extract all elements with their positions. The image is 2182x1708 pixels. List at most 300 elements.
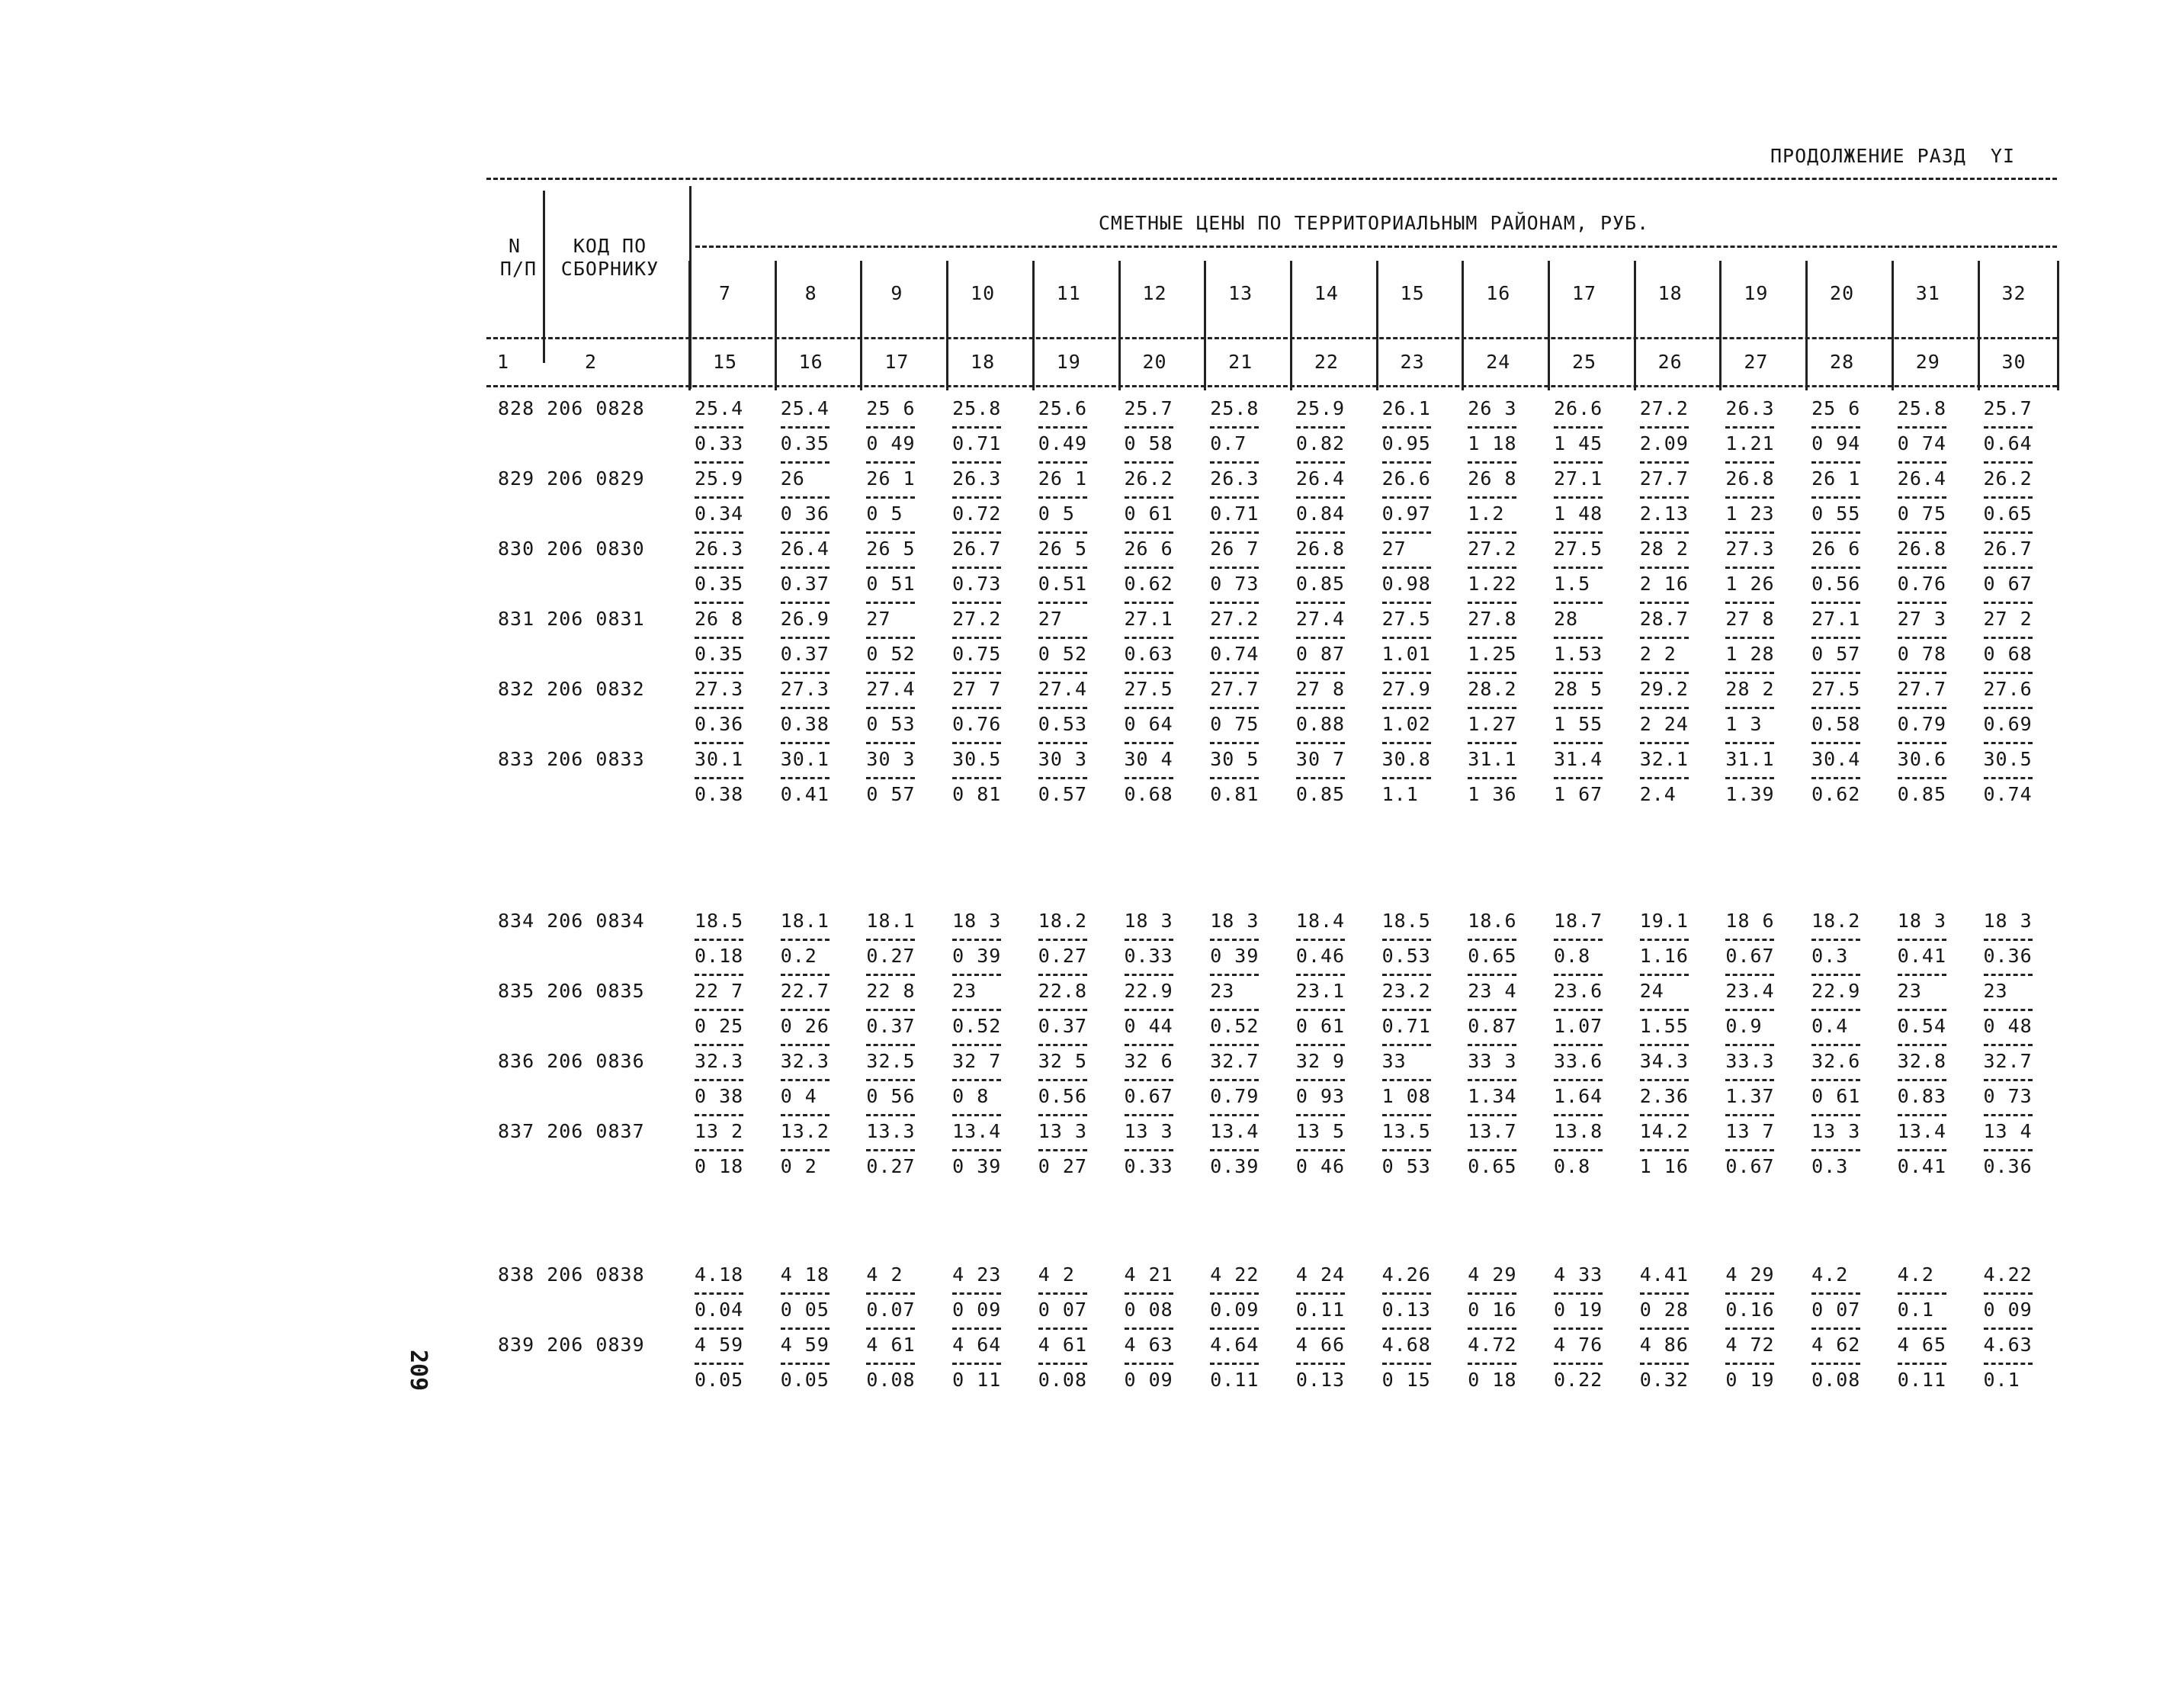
price-cell: 0 19: [1554, 1299, 1603, 1321]
price-cell: 23.6: [1554, 980, 1603, 1002]
price-cell: 31.4: [1554, 748, 1603, 770]
item-code: 830 206 0830: [498, 538, 645, 560]
price-cell: 0.27: [866, 945, 916, 967]
region-col-divider: [1548, 261, 1550, 390]
price-cell: 1 16: [1639, 1155, 1689, 1177]
value-separator: [1725, 1009, 1774, 1011]
item-code: 836 206 0836: [498, 1050, 645, 1072]
price-cell: 4.72: [1468, 1334, 1517, 1356]
value-separator: [1210, 496, 1259, 499]
price-cell: 26.2: [1124, 467, 1173, 490]
value-separator: [781, 567, 829, 569]
price-cell: 22.9: [1124, 980, 1173, 1002]
price-cell: 4 24: [1295, 1263, 1346, 1286]
price-cell: 0 18: [695, 1155, 744, 1177]
region-number: 7: [718, 282, 732, 304]
value-separator: [1210, 974, 1259, 976]
value-separator: [1554, 1079, 1603, 1081]
value-separator: [1038, 742, 1087, 744]
value-separator: [1125, 1149, 1173, 1151]
price-cell: 0.33: [1124, 945, 1173, 967]
value-separator: [1382, 637, 1431, 639]
value-separator: [1898, 531, 1946, 534]
price-cell: 0 26: [780, 1015, 829, 1037]
price-cell: 0.67: [1725, 1155, 1775, 1177]
price-cell: 1.27: [1468, 713, 1517, 735]
price-cell: 13.3: [866, 1120, 916, 1142]
price-cell: 0.71: [1210, 502, 1259, 525]
price-cell: 0 38: [695, 1085, 744, 1107]
value-separator: [1038, 567, 1087, 569]
value-separator: [1468, 531, 1516, 534]
price-cell: 0 56: [866, 1085, 916, 1107]
region-col-divider: [1462, 261, 1464, 390]
price-cell: 0 52: [1038, 643, 1088, 665]
price-cell: 0 75: [1897, 502, 1947, 525]
price-cell: 0.33: [695, 432, 744, 454]
value-separator: [1468, 496, 1516, 499]
value-separator: [1984, 1363, 2033, 1365]
value-separator: [1725, 672, 1774, 674]
value-separator: [1725, 777, 1774, 779]
value-separator: [1210, 672, 1259, 674]
value-separator: [952, 426, 1001, 429]
price-cell: 0.65: [1468, 1155, 1517, 1177]
value-separator: [1640, 461, 1689, 464]
price-cell: 4 66: [1295, 1334, 1346, 1356]
price-cell: 0.37: [1038, 1015, 1088, 1037]
value-separator: [952, 1292, 1001, 1295]
price-cell: 18.4: [1295, 910, 1346, 932]
header-n: N: [508, 235, 521, 257]
index-number: 28: [1830, 351, 1855, 373]
value-separator: [781, 426, 829, 429]
price-cell: 25.9: [1295, 397, 1346, 419]
value-separator: [695, 777, 743, 779]
value-separator: [1554, 974, 1603, 976]
price-cell: 0 36: [780, 502, 829, 525]
price-cell: 0 93: [1295, 1085, 1346, 1107]
value-separator: [781, 637, 829, 639]
value-separator: [1382, 672, 1431, 674]
price-cell: 0.1: [1983, 1369, 2020, 1391]
value-separator: [781, 777, 829, 779]
price-cell: 0 73: [1983, 1085, 2033, 1107]
price-cell: 23.1: [1295, 980, 1346, 1002]
value-separator: [1125, 426, 1173, 429]
region-number: 19: [1744, 282, 1769, 304]
value-separator: [952, 496, 1001, 499]
price-cell: 26.6: [1554, 397, 1603, 419]
price-cell: 0.73: [952, 573, 1002, 595]
price-cell: 0.13: [1381, 1299, 1431, 1321]
price-cell: 18 3: [1210, 910, 1259, 932]
value-separator: [1296, 426, 1345, 429]
price-cell: 1.53: [1554, 643, 1603, 665]
region-col-divider: [946, 261, 948, 390]
price-cell: 18.2: [1811, 910, 1861, 932]
value-separator: [1210, 602, 1259, 604]
value-separator: [1468, 939, 1516, 941]
price-cell: 4 29: [1468, 1263, 1517, 1286]
price-cell: 0.83: [1897, 1085, 1947, 1107]
price-cell: 26 8: [695, 608, 744, 630]
price-cell: 14.2: [1639, 1120, 1689, 1142]
price-cell: 0.72: [952, 502, 1002, 525]
price-cell: 0.18: [695, 945, 744, 967]
price-cell: 32 9: [1295, 1050, 1346, 1072]
price-cell: 2 16: [1639, 573, 1689, 595]
value-separator: [1725, 1114, 1774, 1116]
region-number: 16: [1486, 282, 1511, 304]
price-cell: 1.37: [1725, 1085, 1775, 1107]
price-cell: 26 8: [1468, 467, 1517, 490]
price-cell: 0.49: [1038, 432, 1088, 454]
price-cell: 0.56: [1038, 1085, 1088, 1107]
price-cell: 27.9: [1381, 678, 1431, 700]
price-cell: 0.08: [1811, 1369, 1861, 1391]
item-code: 829 206 0829: [498, 467, 645, 490]
region-col-divider: [1978, 261, 1980, 390]
value-separator: [952, 602, 1001, 604]
price-cell: 18.6: [1468, 910, 1517, 932]
top-rule: [486, 178, 2057, 180]
value-separator: [1811, 496, 1860, 499]
continuation-heading: ПРОДОЛЖЕНИЕ РАЗД YI: [1770, 145, 2016, 167]
price-cell: 28 2: [1725, 678, 1775, 700]
price-cell: 4.64: [1210, 1334, 1259, 1356]
price-cell: 32.3: [695, 1050, 744, 1072]
price-cell: 2.13: [1639, 502, 1689, 525]
price-cell: 26.8: [1897, 538, 1947, 560]
value-separator: [695, 496, 743, 499]
price-cell: 1 28: [1725, 643, 1775, 665]
value-separator: [1554, 426, 1603, 429]
value-separator: [1811, 707, 1860, 709]
price-cell: 0 4: [780, 1085, 817, 1107]
value-separator: [1210, 461, 1259, 464]
price-cell: 18.1: [866, 910, 916, 932]
value-separator: [1725, 567, 1774, 569]
price-cell: 0.82: [1295, 432, 1346, 454]
price-cell: 27.4: [1038, 678, 1088, 700]
price-cell: 13.5: [1381, 1120, 1431, 1142]
value-separator: [781, 1149, 829, 1151]
value-separator: [1038, 637, 1087, 639]
value-separator: [1898, 567, 1946, 569]
region-col-divider: [1634, 261, 1636, 390]
price-cell: 0 64: [1124, 713, 1173, 735]
price-cell: 28 5: [1554, 678, 1603, 700]
price-cell: 4 2: [1038, 1263, 1075, 1286]
price-cell: 0.62: [1811, 783, 1861, 805]
value-separator: [1382, 1328, 1431, 1330]
price-cell: 26.4: [780, 538, 829, 560]
price-cell: 0.35: [695, 573, 744, 595]
price-cell: 0 07: [1811, 1299, 1861, 1321]
value-separator: [1640, 1079, 1689, 1081]
price-cell: 30.1: [780, 748, 829, 770]
value-separator: [1296, 567, 1345, 569]
price-cell: 4 65: [1897, 1334, 1947, 1356]
price-cell: 13 3: [1811, 1120, 1861, 1142]
index-number: 15: [712, 351, 738, 373]
value-separator: [1125, 672, 1173, 674]
value-separator: [1898, 1079, 1946, 1081]
value-separator: [1382, 531, 1431, 534]
price-cell: 0 67: [1983, 573, 2033, 595]
value-separator: [1725, 1292, 1774, 1295]
price-cell: 0.75: [952, 643, 1002, 665]
value-separator: [1984, 777, 2033, 779]
value-separator: [1382, 1363, 1431, 1365]
value-separator: [1811, 1328, 1860, 1330]
price-cell: 0.71: [1381, 1015, 1431, 1037]
price-cell: 0.37: [780, 643, 829, 665]
price-cell: 0 48: [1983, 1015, 2033, 1037]
price-cell: 26 7: [1210, 538, 1259, 560]
price-cell: 1.22: [1468, 573, 1517, 595]
price-cell: 4 59: [695, 1334, 744, 1356]
value-separator: [1125, 602, 1173, 604]
price-cell: 25.8: [1897, 397, 1947, 419]
value-separator: [695, 1114, 743, 1116]
region-col-divider: [1805, 261, 1808, 390]
price-cell: 0.07: [866, 1299, 916, 1321]
price-cell: 30.1: [695, 748, 744, 770]
value-separator: [1038, 777, 1087, 779]
value-separator: [1811, 1009, 1860, 1011]
price-cell: 13.8: [1554, 1120, 1603, 1142]
value-separator: [952, 939, 1001, 941]
value-separator: [1468, 1363, 1516, 1365]
price-cell: 4.18: [695, 1263, 744, 1286]
value-separator: [1725, 1363, 1774, 1365]
price-cell: 27: [1381, 538, 1407, 560]
price-cell: 27.3: [695, 678, 744, 700]
value-separator: [866, 1292, 915, 1295]
value-separator: [1554, 461, 1603, 464]
region-number: 9: [890, 282, 903, 304]
price-cell: 0.62: [1124, 573, 1173, 595]
value-separator: [1811, 1363, 1860, 1365]
price-cell: 0 39: [952, 1155, 1002, 1177]
price-cell: 0.05: [695, 1369, 744, 1391]
value-separator: [1210, 1292, 1259, 1295]
value-separator: [1038, 1328, 1087, 1330]
value-separator: [781, 1292, 829, 1295]
price-cell: 0.2: [780, 945, 817, 967]
value-separator: [1296, 1149, 1345, 1151]
price-cell: 0 75: [1210, 713, 1259, 735]
value-separator: [866, 1044, 915, 1046]
price-cell: 0 2: [780, 1155, 817, 1177]
index-number: 25: [1571, 351, 1597, 373]
value-separator: [866, 1149, 915, 1151]
region-number: 10: [971, 282, 996, 304]
price-cell: 0.88: [1295, 713, 1346, 735]
price-cell: 27.4: [866, 678, 916, 700]
value-separator: [1296, 1292, 1345, 1295]
value-separator: [1382, 974, 1431, 976]
price-cell: 1.01: [1381, 643, 1431, 665]
price-cell: 34.3: [1639, 1050, 1689, 1072]
price-cell: 30.5: [952, 748, 1002, 770]
price-cell: 0.8: [1554, 1155, 1591, 1177]
value-separator: [1898, 939, 1946, 941]
price-cell: 0.85: [1295, 783, 1346, 805]
value-separator: [1382, 461, 1431, 464]
price-cell: 0.79: [1210, 1085, 1259, 1107]
price-cell: 26.8: [1725, 467, 1775, 490]
value-separator: [1038, 1079, 1087, 1081]
price-cell: 0.38: [780, 713, 829, 735]
index-number: 21: [1228, 351, 1253, 373]
price-cell: 4.63: [1983, 1334, 2033, 1356]
price-cell: 0 57: [866, 783, 916, 805]
price-cell: 0 09: [1124, 1369, 1173, 1391]
value-separator: [1640, 567, 1689, 569]
price-cell: 18 3: [1124, 910, 1173, 932]
price-cell: 1.2: [1468, 502, 1505, 525]
price-cell: 0.41: [1897, 1155, 1947, 1177]
value-separator: [1038, 496, 1087, 499]
value-separator: [1640, 1149, 1689, 1151]
index-number: 24: [1486, 351, 1511, 373]
price-cell: 25.4: [780, 397, 829, 419]
price-cell: 4 61: [1038, 1334, 1088, 1356]
value-separator: [1898, 672, 1946, 674]
price-cell: 26 3: [1468, 397, 1517, 419]
price-cell: 18.7: [1554, 910, 1603, 932]
price-cell: 33.3: [1725, 1050, 1775, 1072]
value-separator: [1468, 1079, 1516, 1081]
price-cell: 1 26: [1725, 573, 1775, 595]
index-number: 18: [971, 351, 996, 373]
value-separator: [695, 707, 743, 709]
price-cell: 0.74: [1210, 643, 1259, 665]
price-cell: 1 36: [1468, 783, 1517, 805]
value-separator: [866, 496, 915, 499]
value-separator: [866, 1079, 915, 1081]
value-separator: [1898, 1328, 1946, 1330]
price-cell: 24: [1639, 980, 1664, 1002]
index-n: 1: [496, 351, 510, 373]
region-col-divider: [1204, 261, 1206, 390]
region-col-divider: [1290, 261, 1292, 390]
value-separator: [866, 1328, 915, 1330]
price-cell: 0 52: [866, 643, 916, 665]
value-separator: [1468, 672, 1516, 674]
value-separator: [695, 1328, 743, 1330]
price-cell: 32.3: [780, 1050, 829, 1072]
value-separator: [781, 707, 829, 709]
value-separator: [1725, 1149, 1774, 1151]
price-cell: 27.8: [1468, 608, 1517, 630]
price-cell: 0.63: [1124, 643, 1173, 665]
price-cell: 22.9: [1811, 980, 1861, 1002]
value-separator: [1038, 1009, 1087, 1011]
price-cell: 13 3: [1124, 1120, 1173, 1142]
value-separator: [1640, 777, 1689, 779]
value-separator: [866, 777, 915, 779]
price-cell: 1 67: [1554, 783, 1603, 805]
value-separator: [1554, 1114, 1603, 1116]
value-separator: [695, 672, 743, 674]
value-separator: [1811, 1114, 1860, 1116]
price-cell: 27.3: [1725, 538, 1775, 560]
value-separator: [1125, 1114, 1173, 1116]
value-separator: [1468, 461, 1516, 464]
price-cell: 0 53: [866, 713, 916, 735]
value-separator: [1811, 939, 1860, 941]
price-cell: 0 94: [1811, 432, 1861, 454]
price-cell: 1.21: [1725, 432, 1775, 454]
value-separator: [1296, 1009, 1345, 1011]
price-cell: 0.39: [1210, 1155, 1259, 1177]
value-separator: [1296, 974, 1345, 976]
price-cell: 0.8: [1554, 945, 1591, 967]
value-separator: [1811, 742, 1860, 744]
price-cell: 27.5: [1811, 678, 1861, 700]
value-separator: [1125, 1009, 1173, 1011]
price-cell: 0.65: [1468, 945, 1517, 967]
value-separator: [1296, 742, 1345, 744]
value-separator: [1038, 974, 1087, 976]
price-cell: 0.98: [1381, 573, 1431, 595]
price-cell: 0.36: [695, 713, 744, 735]
price-cell: 25 6: [866, 397, 916, 419]
value-separator: [1125, 531, 1173, 534]
price-cell: 26.2: [1983, 467, 2033, 490]
price-cell: 1.16: [1639, 945, 1689, 967]
value-separator: [952, 1114, 1001, 1116]
value-separator: [1984, 602, 2033, 604]
price-cell: 27 3: [1897, 608, 1947, 630]
value-separator: [1640, 939, 1689, 941]
value-separator: [1984, 939, 2033, 941]
price-cell: 26.4: [1295, 467, 1346, 490]
price-cell: 2.36: [1639, 1085, 1689, 1107]
value-separator: [1125, 1363, 1173, 1365]
price-cell: 26 5: [1038, 538, 1088, 560]
price-cell: 0.37: [780, 573, 829, 595]
price-cell: 32.7: [1210, 1050, 1259, 1072]
value-separator: [1984, 637, 2033, 639]
value-separator: [781, 1363, 829, 1365]
price-cell: 0 08: [1124, 1299, 1173, 1321]
item-code: 828 206 0828: [498, 397, 645, 419]
price-cell: 18 6: [1725, 910, 1775, 932]
price-cell: 0.11: [1210, 1369, 1259, 1391]
value-separator: [1725, 974, 1774, 976]
value-separator: [1640, 974, 1689, 976]
price-cell: 0 51: [866, 573, 916, 595]
price-cell: 13.4: [1897, 1120, 1947, 1142]
item-code: 833 206 0833: [498, 748, 645, 770]
price-cell: 26 6: [1811, 538, 1861, 560]
price-cell: 0.3: [1811, 1155, 1849, 1177]
price-cell: 26.3: [1725, 397, 1775, 419]
price-cell: 1.34: [1468, 1085, 1517, 1107]
price-cell: 0.41: [1897, 945, 1947, 967]
index-number: 22: [1314, 351, 1339, 373]
price-cell: 26.3: [952, 467, 1002, 490]
price-cell: 30.6: [1897, 748, 1947, 770]
value-separator: [1984, 567, 2033, 569]
price-cell: 33 3: [1468, 1050, 1517, 1072]
value-separator: [1296, 1114, 1345, 1116]
